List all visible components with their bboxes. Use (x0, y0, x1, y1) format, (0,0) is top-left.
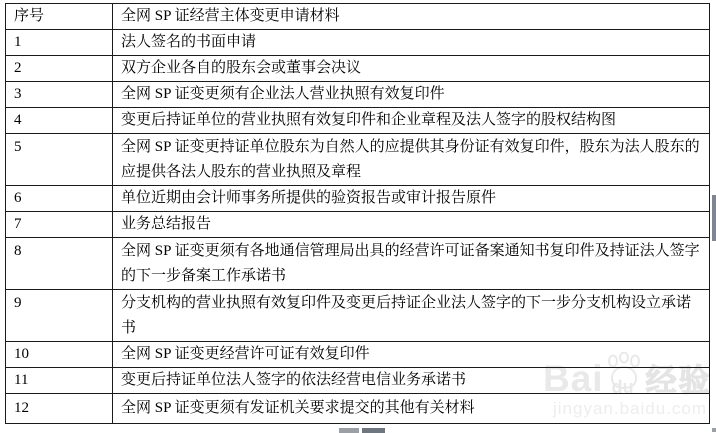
row-content: 全网 SP 证变更须有各地通信管理局出具的经营许可证备案通知书复印件及持证法人签字的下一步备案工作承诺书 (113, 238, 710, 290)
row-content: 全网 SP 证变更须有企业法人营业执照有效复印件 (113, 82, 710, 108)
bottom-handle-right[interactable] (362, 428, 385, 433)
table-row (6, 30, 710, 56)
row-number: 6 (6, 186, 113, 212)
table-row (6, 290, 710, 342)
row-content: 全网 SP 证变更持证单位股东为自然人的应提供其身份证有效复印件，股东为法人股东的应提供各法人股东的营业执照及章程 (113, 134, 710, 186)
row-content: 全网 SP 证变更须有发证机关要求提交的其他有关材料 (113, 394, 710, 424)
watermark-bai-text: Bai (543, 358, 604, 399)
row-content: 变更后持证单位法人签字的依法经营电信业务承诺书 (113, 368, 710, 394)
row-number: 10 (6, 342, 113, 368)
table-row (6, 394, 710, 424)
watermark-jingyan-text: 经验 (645, 363, 712, 398)
watermark-url-text: jingyan.baidu.com (553, 399, 708, 418)
row-number: 7 (6, 212, 113, 238)
row-content: 法人签名的书面申请 (113, 30, 710, 56)
row-number: 12 (6, 394, 113, 424)
row-content: 全网 SP 证变更经营许可证有效复印件 (113, 342, 710, 368)
table-row (6, 342, 710, 368)
row-number: 3 (6, 82, 113, 108)
row-content: 业务总结报告 (113, 212, 710, 238)
table-row (6, 368, 710, 394)
row-number: 1 (6, 30, 113, 56)
row-number: 4 (6, 108, 113, 134)
row-number: 5 (6, 134, 113, 186)
sp-license-materials-table (5, 3, 710, 424)
watermark-du-text: du (611, 377, 634, 397)
table-row (6, 238, 710, 290)
row-number: 11 (6, 368, 113, 394)
table-row (6, 82, 710, 108)
table-row (6, 108, 710, 134)
bottom-handle-left[interactable] (339, 428, 359, 433)
row-content: 双方企业各自的股东会或董事会决议 (113, 56, 710, 82)
table-row (6, 186, 710, 212)
header-cell-content: 全网 SP 证经营主体变更申请材料 (113, 4, 710, 30)
table-row (6, 56, 710, 82)
row-number: 9 (6, 290, 113, 342)
table-row (6, 212, 710, 238)
row-content: 单位近期由会计师事务所提供的验资报告或审计报告原件 (113, 186, 710, 212)
table-row (6, 134, 710, 186)
table-header-row (6, 4, 710, 30)
row-content: 变更后持证单位的营业执照有效复印件和企业章程及法人签字的股权结构图 (113, 108, 710, 134)
vertical-scrollbar-thumb[interactable] (712, 195, 716, 241)
corner-fragment (712, 428, 716, 432)
header-cell-number: 序号 (6, 4, 113, 30)
row-number: 8 (6, 238, 113, 290)
row-content: 分支机构的营业执照有效复印件及变更后持证企业法人签字的下一步分支机构设立承诺书 (113, 290, 710, 342)
row-number: 2 (6, 56, 113, 82)
